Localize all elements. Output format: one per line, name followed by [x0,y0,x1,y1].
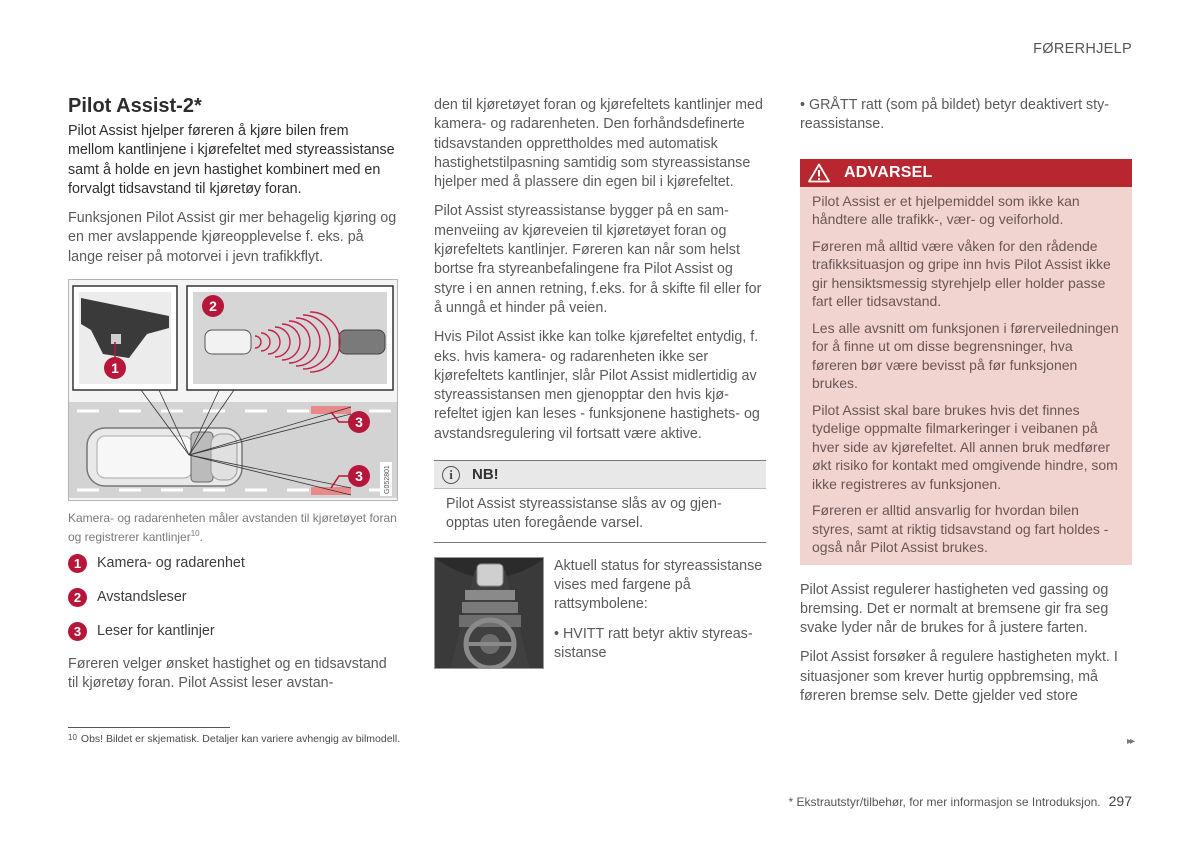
legend-label: Avstandsleser [97,589,187,606]
figure-caption: Kamera- og radarenheten måler avstanden til kjøretøyet foran og registrerer kantlinjer$^{10}$. [68,511,397,545]
section-header: FØRERHJELP [1033,41,1132,57]
body-paragraph: Hvis Pilot Assist ikke kan tolke kjørefeltet entydig, f. eks. hvis kamera- og radarenheten ikke ser kjørefeltets kantlinjer, slår Pilot Assist midlertidig av styreassistansen men gjenopptar den hvis kjørefeltet igjen kan leses - funksjonene hastighets- og avstandsregulering vil fortsatt være aktive. [434,329,760,442]
legend-item [68,621,398,641]
body-paragraph: Føreren velger ønsket hastighet og en tidsavstand til kjøretøy foran. Pilot Assist leser avstan- [68,656,387,692]
note-box [434,460,766,543]
info-icon: i [442,466,460,484]
status-intro: Aktuell status for styreassistanse vises med fargene på rattsymbolene: [554,557,763,613]
steering-status-section [434,557,766,673]
footnote-number: 10 [68,733,77,742]
column-1 [68,94,398,704]
warning-paragraph: Pilot Assist er et hjelpemiddel som ikke kan håndtere alle trafikk-, vær- og veiforhold. [812,192,1080,228]
marker-3b-label: 3 [355,468,363,485]
page-footer [789,793,1132,809]
body-paragraph: den til kjøretøyet foran og kjørefeltets kantlinjer med kamera- og radarenheten. Den forhåndsdefinerte tidsavstanden opprettholdes med automatisk hastighetstilpasning samtidig som styreassistanse hjelper med å plassere din egen bil i kjørefeltet. [434,97,763,191]
legend-label: Kamera- og radarenhet [97,555,245,572]
warning-paragraph: Pilot Assist skal bare brukes hvis det finnes tydelige oppmalte filmarkeringer i veibanen på hver side av kjørefeltet. All annen bruk medfører økt risiko for kontakt med omgivende hindre, som ikke registreres av funksjonen. [812,401,1118,492]
note-text: Pilot Assist styreassistanse slås av og gjenopptas uten foregående varsel. [446,496,722,532]
illustration-svg [69,280,398,501]
body-paragraph: Funksjonen Pilot Assist gir mer behagelig kjøring og en mer avslappende kjøreopplevelse f. eks. på lange reiser på motorvei i jevn trafikkflyt. [68,210,397,265]
pilot-assist-illustration [68,279,398,501]
note-title: NB! [472,466,499,484]
warning-header [800,159,1132,187]
inset-camera [73,286,177,390]
marker-1-label: 1 [111,360,119,377]
status-text [554,557,766,673]
warning-box [800,159,1132,565]
note-header [434,461,766,489]
footnote-divider [68,727,230,728]
column-2 [434,96,766,673]
warning-title: ADVARSEL [844,163,933,181]
footnote-text: Obs! Bildet er skjematisk. Detaljer kan variere avhengig av bilmodell. [80,733,401,745]
number-badge: 3 [68,622,87,641]
warning-body [800,187,1132,565]
caption-text: Kamera- og radarenheten måler avstanden til kjøretøyet foran og registrerer kantlinjer [68,511,397,545]
car-top-view [87,428,242,486]
warning-paragraph: Føreren må alltid være våken for den rådende trafikksituasjon og gripe inn hvis Pilot Assist ikke gir hensiktsmessig styrehjelp eller holder passe fart eller tidsavstand. [812,237,1111,310]
body-paragraph: Pilot Assist regulerer hastigheten ved gassing og bremsing. Det er normalt at bremsene gir fra seg svake lyder når de brukes for å justere farten. [800,581,1109,637]
continue-arrows-icon[interactable]: ▸▸ [1126,736,1133,747]
column-3 [800,96,1132,716]
legend-item [68,553,398,573]
status-white: • HVITT ratt betyr aktiv styreassistanse [554,625,753,661]
legend-label: Leser for kantlinjer [97,623,215,640]
number-badge: 1 [68,554,87,573]
warning-paragraph: Les alle avsnitt om funksjonen i førerveiledningen for å finne ut om disse begrensninger, hva føreren bør være bevisst på før funksjonen brukes. [812,319,1119,392]
steering-wheel-image [434,557,544,669]
body-paragraph: Pilot Assist forsøker å regulere hastigheten mykt. I situasjoner som krever hurtig oppbremsing, må føreren bremse selv. Dette gjelder ved store [800,649,1118,705]
status-grey: • GRÅTT ratt (som på bildet) betyr deaktivert styreassistanse. [800,97,1110,133]
number-badge: 2 [68,588,87,607]
footnote [68,733,400,745]
body-paragraph: Pilot Assist styreassistanse bygger på en sammenveiing av kjøreveien til kjøretøyet foran og kjørefeltets kantlinjer. Føreren kan når som helst bortse fra styreanbefalingene fra Pilot Assist og styre i en annen retning, f.eks. for å skifte fil eller for å unngå et hinder på veien. [434,203,762,316]
legend-item [68,587,398,607]
footnote-ref[interactable]: 10 [190,529,200,539]
intro-paragraph: Pilot Assist hjelper føreren å kjøre bilen frem mellom kantlinjene i kjørefeltet med styreassistanse samt å holde en jevn hastighet kombinert med en forvalgt tidsavstand til kjøretøy foran. [68,123,395,197]
marker-2-label: 2 [209,298,217,315]
warning-paragraph: Føreren er alltid ansvarlig for hvordan bilen styres, samt at riktig tidsavstand og fart holdes - også når Pilot Assist brukes. [812,502,1109,556]
warning-triangle-icon [808,163,830,183]
figure-code: G052801 [384,465,391,495]
marker-3a-label: 3 [355,414,363,431]
footer-note: * Ekstrautstyr/tilbehør, for mer informasjon se Introduksjon. [788,795,1101,809]
page-number: 297 [1108,793,1132,809]
page-title: Pilot Assist-2* [68,95,202,117]
